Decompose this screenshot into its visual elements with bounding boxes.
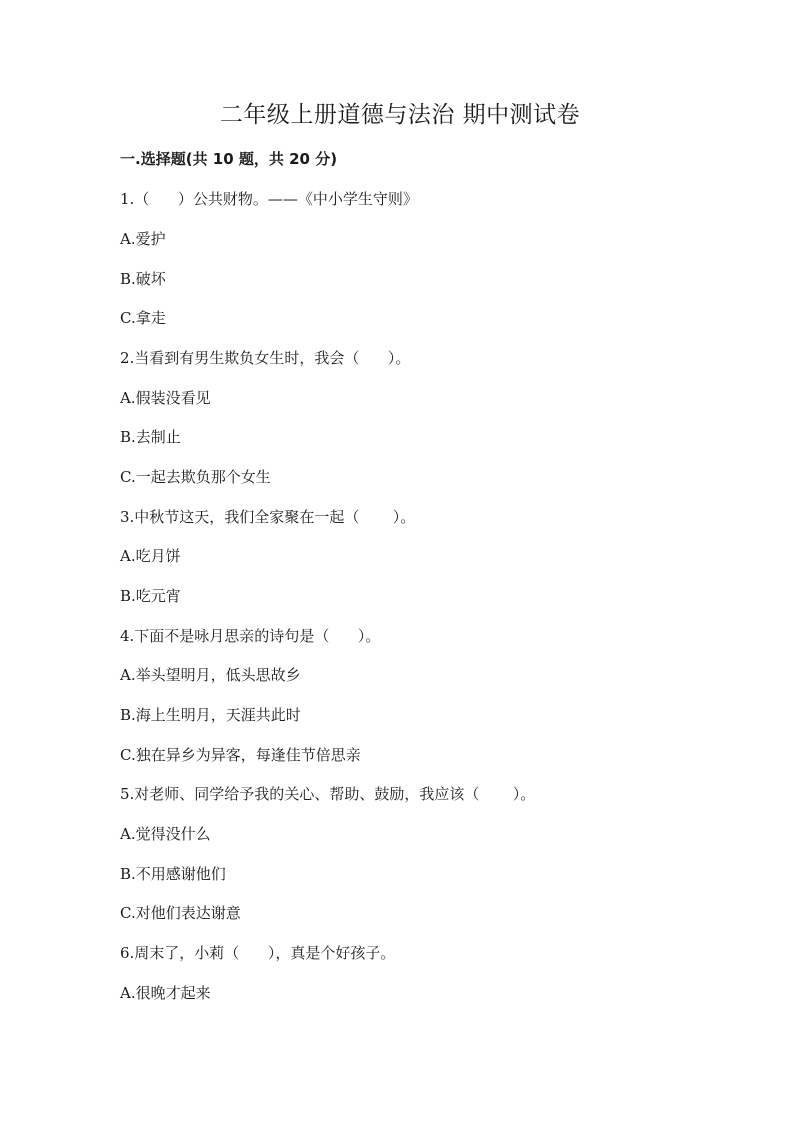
question-3: 3.中秋节这天，我们全家聚在一起（ ）。 bbox=[120, 508, 416, 526]
option-2c: C.一起去欺负那个女生 bbox=[120, 468, 271, 486]
question-5: 5.对老师、同学给予我的关心、帮助、鼓励，我应该（ ）。 bbox=[120, 785, 536, 803]
page-title: 二年级上册道德与法治 期中测试卷 bbox=[219, 102, 581, 128]
question-4: 4.下面不是咏月思亲的诗句是（ ）。 bbox=[120, 627, 381, 645]
question-1: 1.（ ）公共财物。——《中小学生守则》 bbox=[120, 190, 418, 208]
option-6a: A.很晚才起来 bbox=[120, 984, 211, 1002]
option-5c: C.对他们表达谢意 bbox=[120, 904, 241, 922]
question-6: 6.周末了，小莉（ ），真是个好孩子。 bbox=[120, 944, 396, 962]
option-3b: B.吃元宵 bbox=[120, 587, 181, 605]
option-1b: B.破坏 bbox=[120, 270, 166, 288]
option-1a: A.爱护 bbox=[120, 230, 166, 248]
option-4c: C.独在异乡为异客，每逢佳节倍思亲 bbox=[120, 746, 361, 764]
option-1c: C.拿走 bbox=[120, 309, 166, 327]
option-2a: A.假装没看见 bbox=[120, 389, 211, 407]
option-2b: B.去制止 bbox=[120, 428, 181, 446]
option-4b: B.海上生明月，天涯共此时 bbox=[120, 706, 301, 724]
option-5a: A.觉得没什么 bbox=[120, 825, 211, 843]
option-3a: A.吃月饼 bbox=[120, 547, 181, 565]
section-heading: 一.选择题(共 10 题，共 20 分) bbox=[120, 150, 338, 168]
question-2: 2.当看到有男生欺负女生时，我会（ ）。 bbox=[120, 349, 411, 367]
option-4a: A.举头望明月，低头思故乡 bbox=[120, 666, 301, 684]
option-5b: B.不用感谢他们 bbox=[120, 865, 226, 883]
